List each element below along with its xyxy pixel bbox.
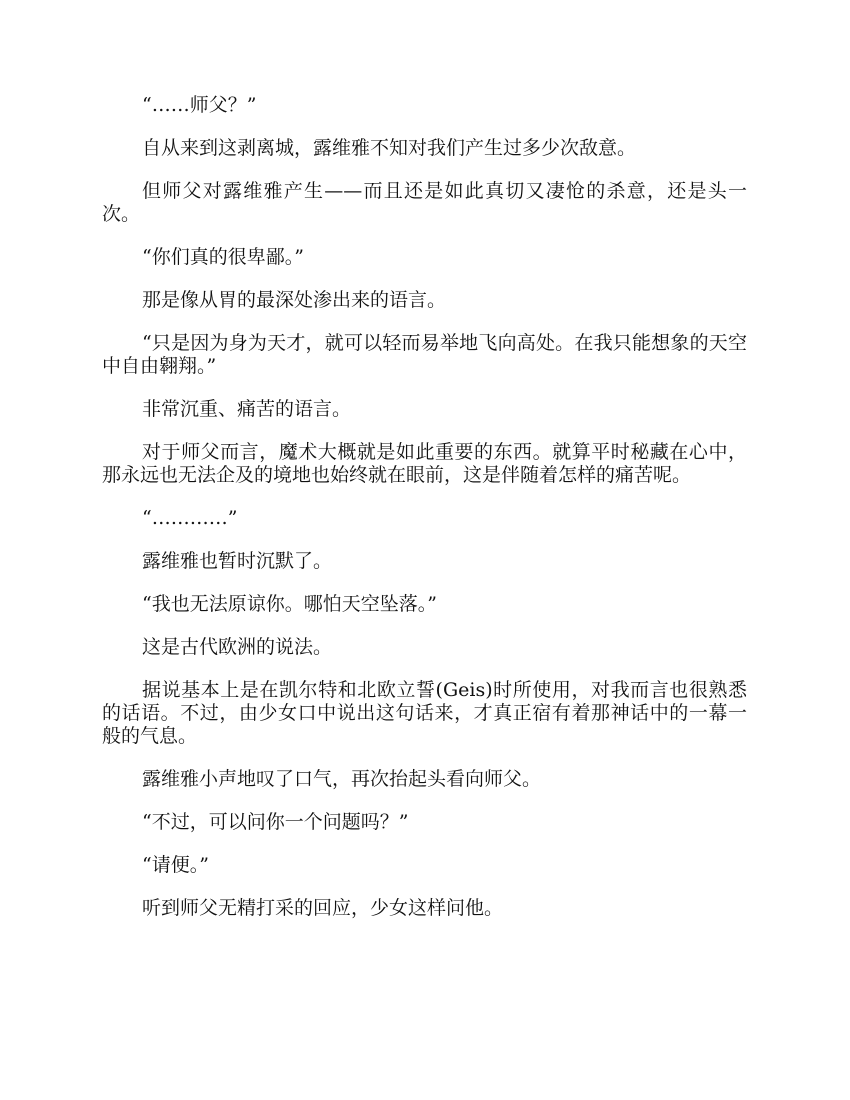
paragraph: 露维雅也暂时沉默了。 [142, 550, 333, 572]
paragraph: 对于师父而言，魔术大概就是如此重要的东西。就算平时秘藏在心中，那永远也无法企及的境地也始终就在眼前，这是伴随着怎样的痛苦呢。 [102, 441, 747, 486]
paragraph: “不过，可以问你一个问题吗？” [142, 811, 409, 833]
paragraph: “你们真的很卑鄙。” [142, 246, 304, 268]
paragraph: “只是因为身为天才，就可以轻而易举地飞向高处。在我只能想象的天空中自由翱翔。” [102, 332, 747, 377]
paragraph: 自从来到这剥离城，露维雅不知对我们产生过多少次敌意。 [142, 137, 637, 159]
paragraph: “我也无法原谅你。哪怕天空坠落。” [142, 593, 437, 615]
paragraph: 非常沉重、痛苦的语言。 [142, 398, 352, 420]
paragraph: 据说基本上是在凯尔特和北欧立誓(Geis)时所使用，对我而言也很熟悉的话语。不过，由少女口中说出这句话来，才真正宿有着那神话中的一幕一般的气息。 [102, 679, 747, 747]
paragraph: 露维雅小声地叹了口气，再次抬起头看向师父。 [142, 768, 542, 790]
paragraph: “…………” [142, 507, 238, 529]
paragraph: 但师父对露维雅产生——而且还是如此真切又凄怆的杀意，还是头一次。 [102, 180, 747, 225]
paragraph: “请便。” [142, 854, 209, 876]
paragraph: 这是古代欧洲的说法。 [142, 636, 333, 658]
paragraph: 听到师父无精打采的回应，少女这样问他。 [142, 897, 504, 919]
paragraph: “……师父？” [142, 94, 257, 116]
paragraph: 那是像从胃的最深处渗出来的语言。 [142, 289, 447, 311]
document-page [102, 94, 747, 940]
